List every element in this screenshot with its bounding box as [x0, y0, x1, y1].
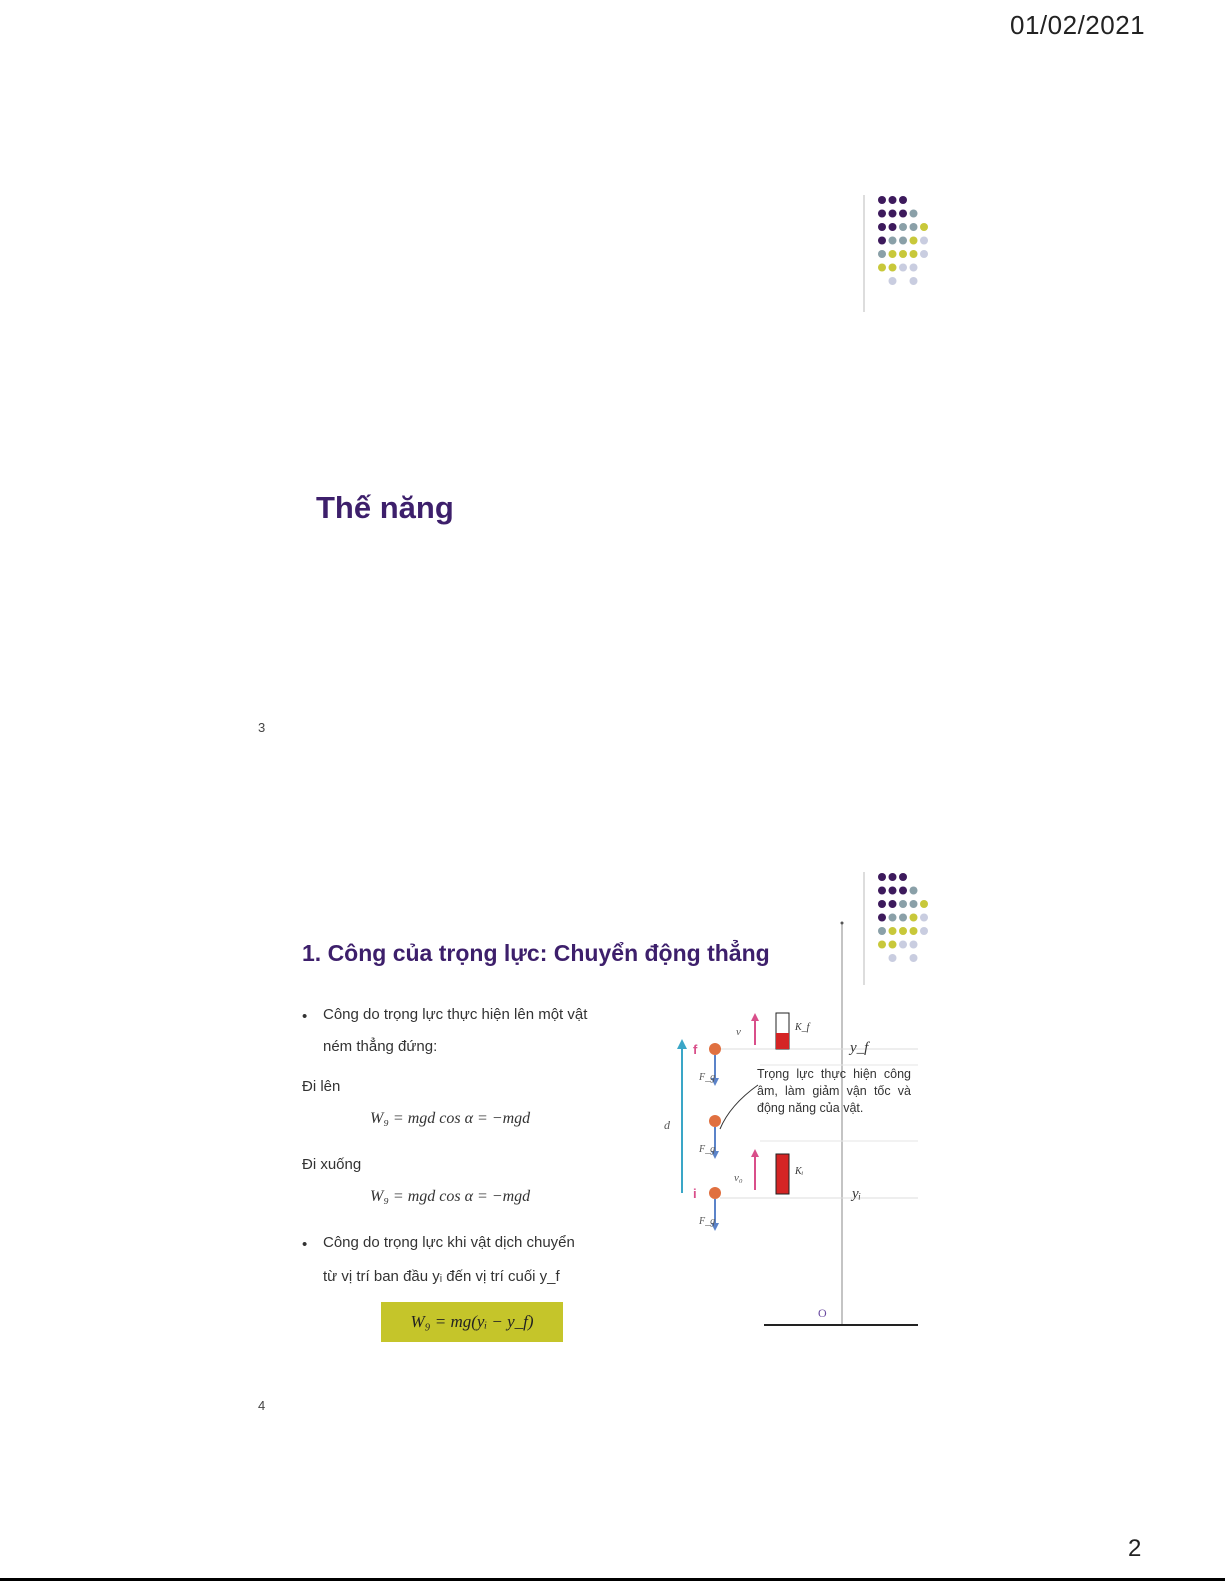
logo-dot [878, 887, 886, 895]
label-v: v [736, 1026, 741, 1038]
logo-dot [910, 264, 918, 272]
label-f: f [693, 1042, 698, 1057]
logo-dot [878, 237, 886, 245]
logo-dot [878, 210, 886, 218]
diagram-note: Trọng lực thực hiện công âm, làm giảm vận tốc và động năng của vật. [757, 1067, 911, 1115]
logo-dot [889, 196, 897, 204]
label-fg-2: F_g [699, 1144, 716, 1155]
ball-final [709, 1043, 721, 1055]
logo-dot [920, 250, 928, 258]
eq-up: W₉ = mgd cos α = −mgd [370, 1110, 531, 1127]
logo-dot [899, 264, 907, 272]
kinetic-bar-final [776, 1033, 789, 1049]
logo-dot [910, 887, 918, 895]
projectile-diagram [660, 915, 930, 1335]
label-yi: yᵢ [852, 1186, 862, 1202]
logo-dot [889, 250, 897, 258]
slide4-title: 1. Công của trọng lực: Chuyển động thẳng [302, 940, 770, 966]
bullet2-text: Công do trọng lực khi vật dịch chuyển [323, 1234, 575, 1251]
kinetic-bar-initial [776, 1154, 789, 1194]
label-v0: v₀ [734, 1172, 743, 1184]
logo-dot [899, 237, 907, 245]
logo-dot [910, 237, 918, 245]
label-kf: K_f [795, 1022, 810, 1033]
label-i: i [693, 1186, 697, 1201]
ball-mid [709, 1115, 721, 1127]
going-up-label: Đi lên [302, 1078, 341, 1095]
logo-dot [878, 250, 886, 258]
logo-dot [889, 887, 897, 895]
logo-dot [910, 210, 918, 218]
logo-dot [910, 223, 918, 231]
bullet-marker-2: • [302, 1236, 308, 1253]
logo-dot [878, 264, 886, 272]
logo-dot [910, 250, 918, 258]
logo-dot [889, 223, 897, 231]
label-ki: Kᵢ [795, 1166, 804, 1177]
logo-dot [920, 223, 928, 231]
logo-dot [899, 250, 907, 258]
logo-dot [899, 900, 907, 908]
label-d: d [664, 1118, 670, 1132]
going-down-label: Đi xuống [302, 1156, 362, 1173]
page-number: 2 [1128, 1535, 1142, 1562]
bullet2-cont: từ vị trí ban đầu yᵢ đến vị trí cuối y_f [323, 1268, 560, 1285]
logo-dot [889, 210, 897, 218]
logo-dot [920, 237, 928, 245]
bullet1-text: Công do trọng lực thực hiện lên một vật [323, 1006, 588, 1023]
slide4-number: 4 [258, 1398, 266, 1413]
logo-dot [889, 264, 897, 272]
logo-dot [899, 223, 907, 231]
page-date: 01/02/2021 [1010, 10, 1146, 40]
logo-dot [899, 887, 907, 895]
eq-down: W₉ = mgd cos α = −mgd [370, 1188, 531, 1205]
slide3-number: 3 [258, 720, 266, 735]
bullet-marker-1: • [302, 1008, 308, 1025]
bullet1-cont: ném thẳng đứng: [323, 1038, 438, 1055]
logo-dot [899, 196, 907, 204]
work-equation-highlight: W₉ = mg(yᵢ − y_f) [381, 1302, 563, 1342]
logo-dot [899, 210, 907, 218]
label-fg-1: F_g [699, 1072, 716, 1083]
label-origin: O [818, 1306, 827, 1320]
logo-dot [910, 277, 918, 285]
label-yf: y_f [850, 1040, 869, 1056]
logo-dot [920, 900, 928, 908]
logo-dot [910, 900, 918, 908]
logo-dot [889, 873, 897, 881]
logo-dot [878, 873, 886, 881]
logo-dot [899, 873, 907, 881]
ball-initial [709, 1187, 721, 1199]
logo-dot [878, 223, 886, 231]
dot-logo-slide3 [864, 195, 928, 312]
slide3-title: Thế năng [316, 490, 454, 525]
logo-dot [889, 277, 897, 285]
logo-dot [878, 900, 886, 908]
logo-dot [889, 900, 897, 908]
label-fg-3: F_g [699, 1216, 716, 1227]
logo-dot [889, 237, 897, 245]
logo-dot [878, 196, 886, 204]
